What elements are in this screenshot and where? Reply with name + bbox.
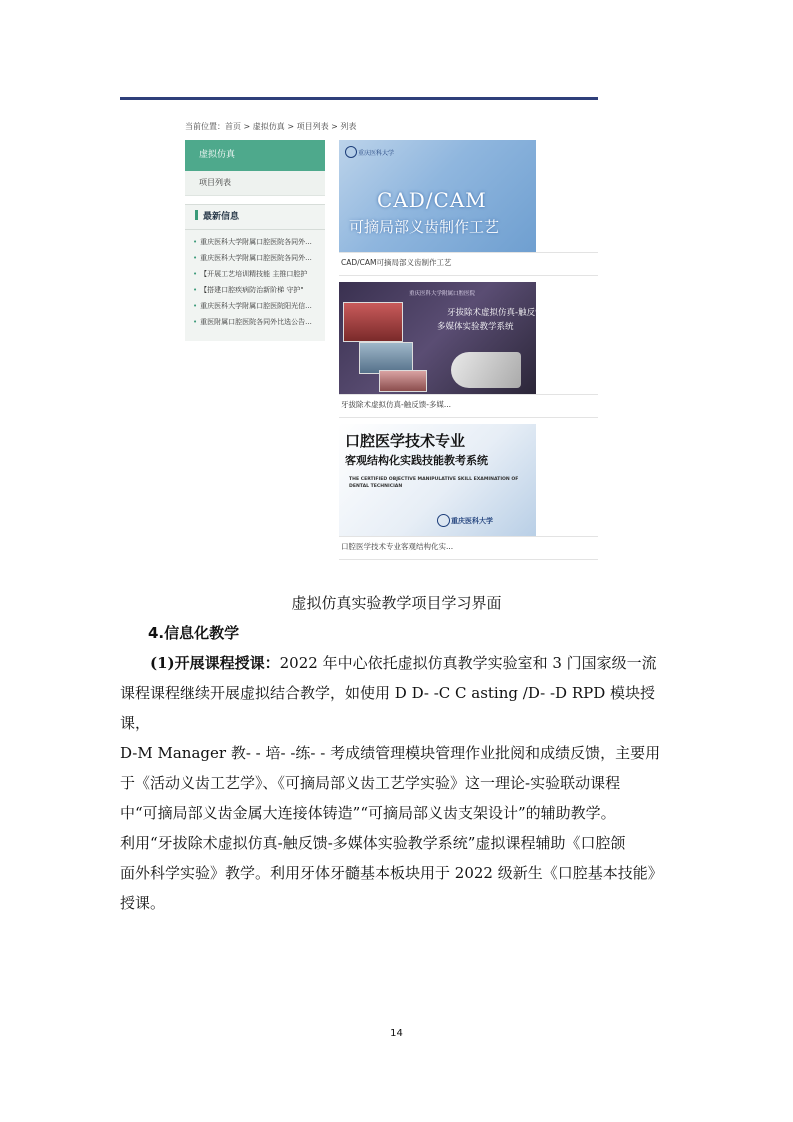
embedded-screenshot — [183, 116, 599, 571]
project-caption[interactable]: 牙拔除术虚拟仿真-触反馈-多媒... — [339, 394, 598, 418]
university-seal-icon — [437, 514, 450, 527]
paragraph-line: 中“可摘局部义齿金属大连接体铸造”“可摘局部义齿支架设计”的辅助教学。 — [120, 804, 616, 822]
news-list — [185, 234, 325, 330]
project-cards — [339, 140, 598, 560]
sidebar-item-project-list[interactable]: 项目列表 — [185, 171, 325, 196]
photo-icon — [379, 370, 427, 392]
dental-tool-icon — [451, 352, 521, 388]
figure-caption: 虚拟仿真实验教学项目学习界面 — [291, 594, 502, 612]
news-item[interactable]: • 【搭建口腔疾病防治新阶梯 守护" — [193, 282, 319, 298]
project-caption[interactable]: CAD/CAM可摘局部义齿制作工艺 — [339, 252, 598, 276]
image-header: 重庆医科大学附属口腔医院 — [409, 291, 476, 297]
image-title-2: 多媒体实验教学系统 — [437, 322, 514, 332]
image-english-title: THE CERTIFIED OBJECTIVE MANIPULATIVE SKILL EXAMINATION OF DENTAL TECHNICIAN — [349, 477, 519, 489]
image-title-1: CAD/CAM — [377, 188, 487, 212]
image-title-1: 口腔医学技术专业 — [345, 432, 466, 450]
body-paragraph — [120, 648, 680, 918]
news-item[interactable]: • 重医附属口腔医院各同外比选公告... — [193, 314, 319, 330]
paragraph-line: 课程课程继续开展虚拟结合教学，如使用 D D- -C C asting /D- -D RPD 模块授课， — [120, 684, 655, 732]
sidebar-title[interactable]: 虚拟仿真 — [185, 140, 325, 171]
paragraph-text: 2022 年中心依托虚拟仿真教学实验室和 3 门国家级一流 — [279, 654, 657, 672]
news-item[interactable]: • 重庆医科大学附属口腔医院各同外... — [193, 234, 319, 250]
university-logo: 重庆医科大学 — [451, 517, 493, 525]
page-number: 14 — [390, 1028, 403, 1039]
paragraph-line — [120, 648, 680, 678]
paragraph-line: 面外科学实验》教学。利用牙体牙髓基本板块用于 2022 级新生《口腔基本技能》 — [120, 864, 663, 882]
news-item[interactable]: • 【开展工艺培训精技能 主推口腔护 — [193, 266, 319, 282]
section-heading: 4.信息化教学 — [148, 624, 240, 642]
news-panel — [185, 204, 325, 341]
project-card-extraction[interactable] — [339, 282, 598, 424]
university-logo: 重庆医科大学 — [358, 150, 395, 157]
university-seal-icon — [345, 146, 357, 158]
paragraph-line: 于《活动义齿工艺学》、《可摘局部义齿工艺学实验》这一理论-实验联动课程 — [120, 774, 621, 792]
news-item[interactable]: • 重庆医科大学附属口腔医院各同外... — [193, 250, 319, 266]
breadcrumb: 当前位置：首页 > 虚拟仿真 > 项目列表 > 列表 — [185, 122, 357, 131]
paragraph-line: 利用“牙拔除术虚拟仿真-触反馈-多媒体实验教学系统”虚拟课程辅助《口腔颌 — [120, 834, 626, 852]
project-card-osce[interactable] — [339, 424, 598, 560]
project-image-cadcam[interactable] — [339, 140, 536, 252]
project-image-osce[interactable] — [339, 424, 536, 536]
sidebar — [185, 140, 325, 341]
header-rule — [120, 97, 598, 100]
news-title: 最新信息 — [203, 212, 240, 222]
paragraph-lead: (1)开展课程授课： — [150, 654, 280, 672]
image-title-2: 可摘局部义齿制作工艺 — [349, 218, 500, 236]
news-item[interactable]: • 重庆医科大学附属口腔医院阳光信... — [193, 298, 319, 314]
project-card-cadcam[interactable] — [339, 140, 598, 282]
image-title-2: 客观结构化实践技能教考系统 — [345, 454, 488, 467]
project-image-extraction[interactable] — [339, 282, 547, 394]
paragraph-line: D-M Manager 教- - 培- -练- - 考成绩管理模块管理作业批阅和成绩反馈，主要用 — [120, 744, 661, 762]
paragraph-line: 授课。 — [120, 894, 166, 912]
news-panel-header — [185, 205, 325, 230]
project-caption[interactable]: 口腔医学技术专业客观结构化实... — [339, 536, 598, 560]
image-title-1: 牙拔除术虚拟仿真-触反馈- — [447, 308, 547, 318]
accent-bar-icon — [195, 210, 198, 220]
photo-icon — [343, 302, 403, 342]
